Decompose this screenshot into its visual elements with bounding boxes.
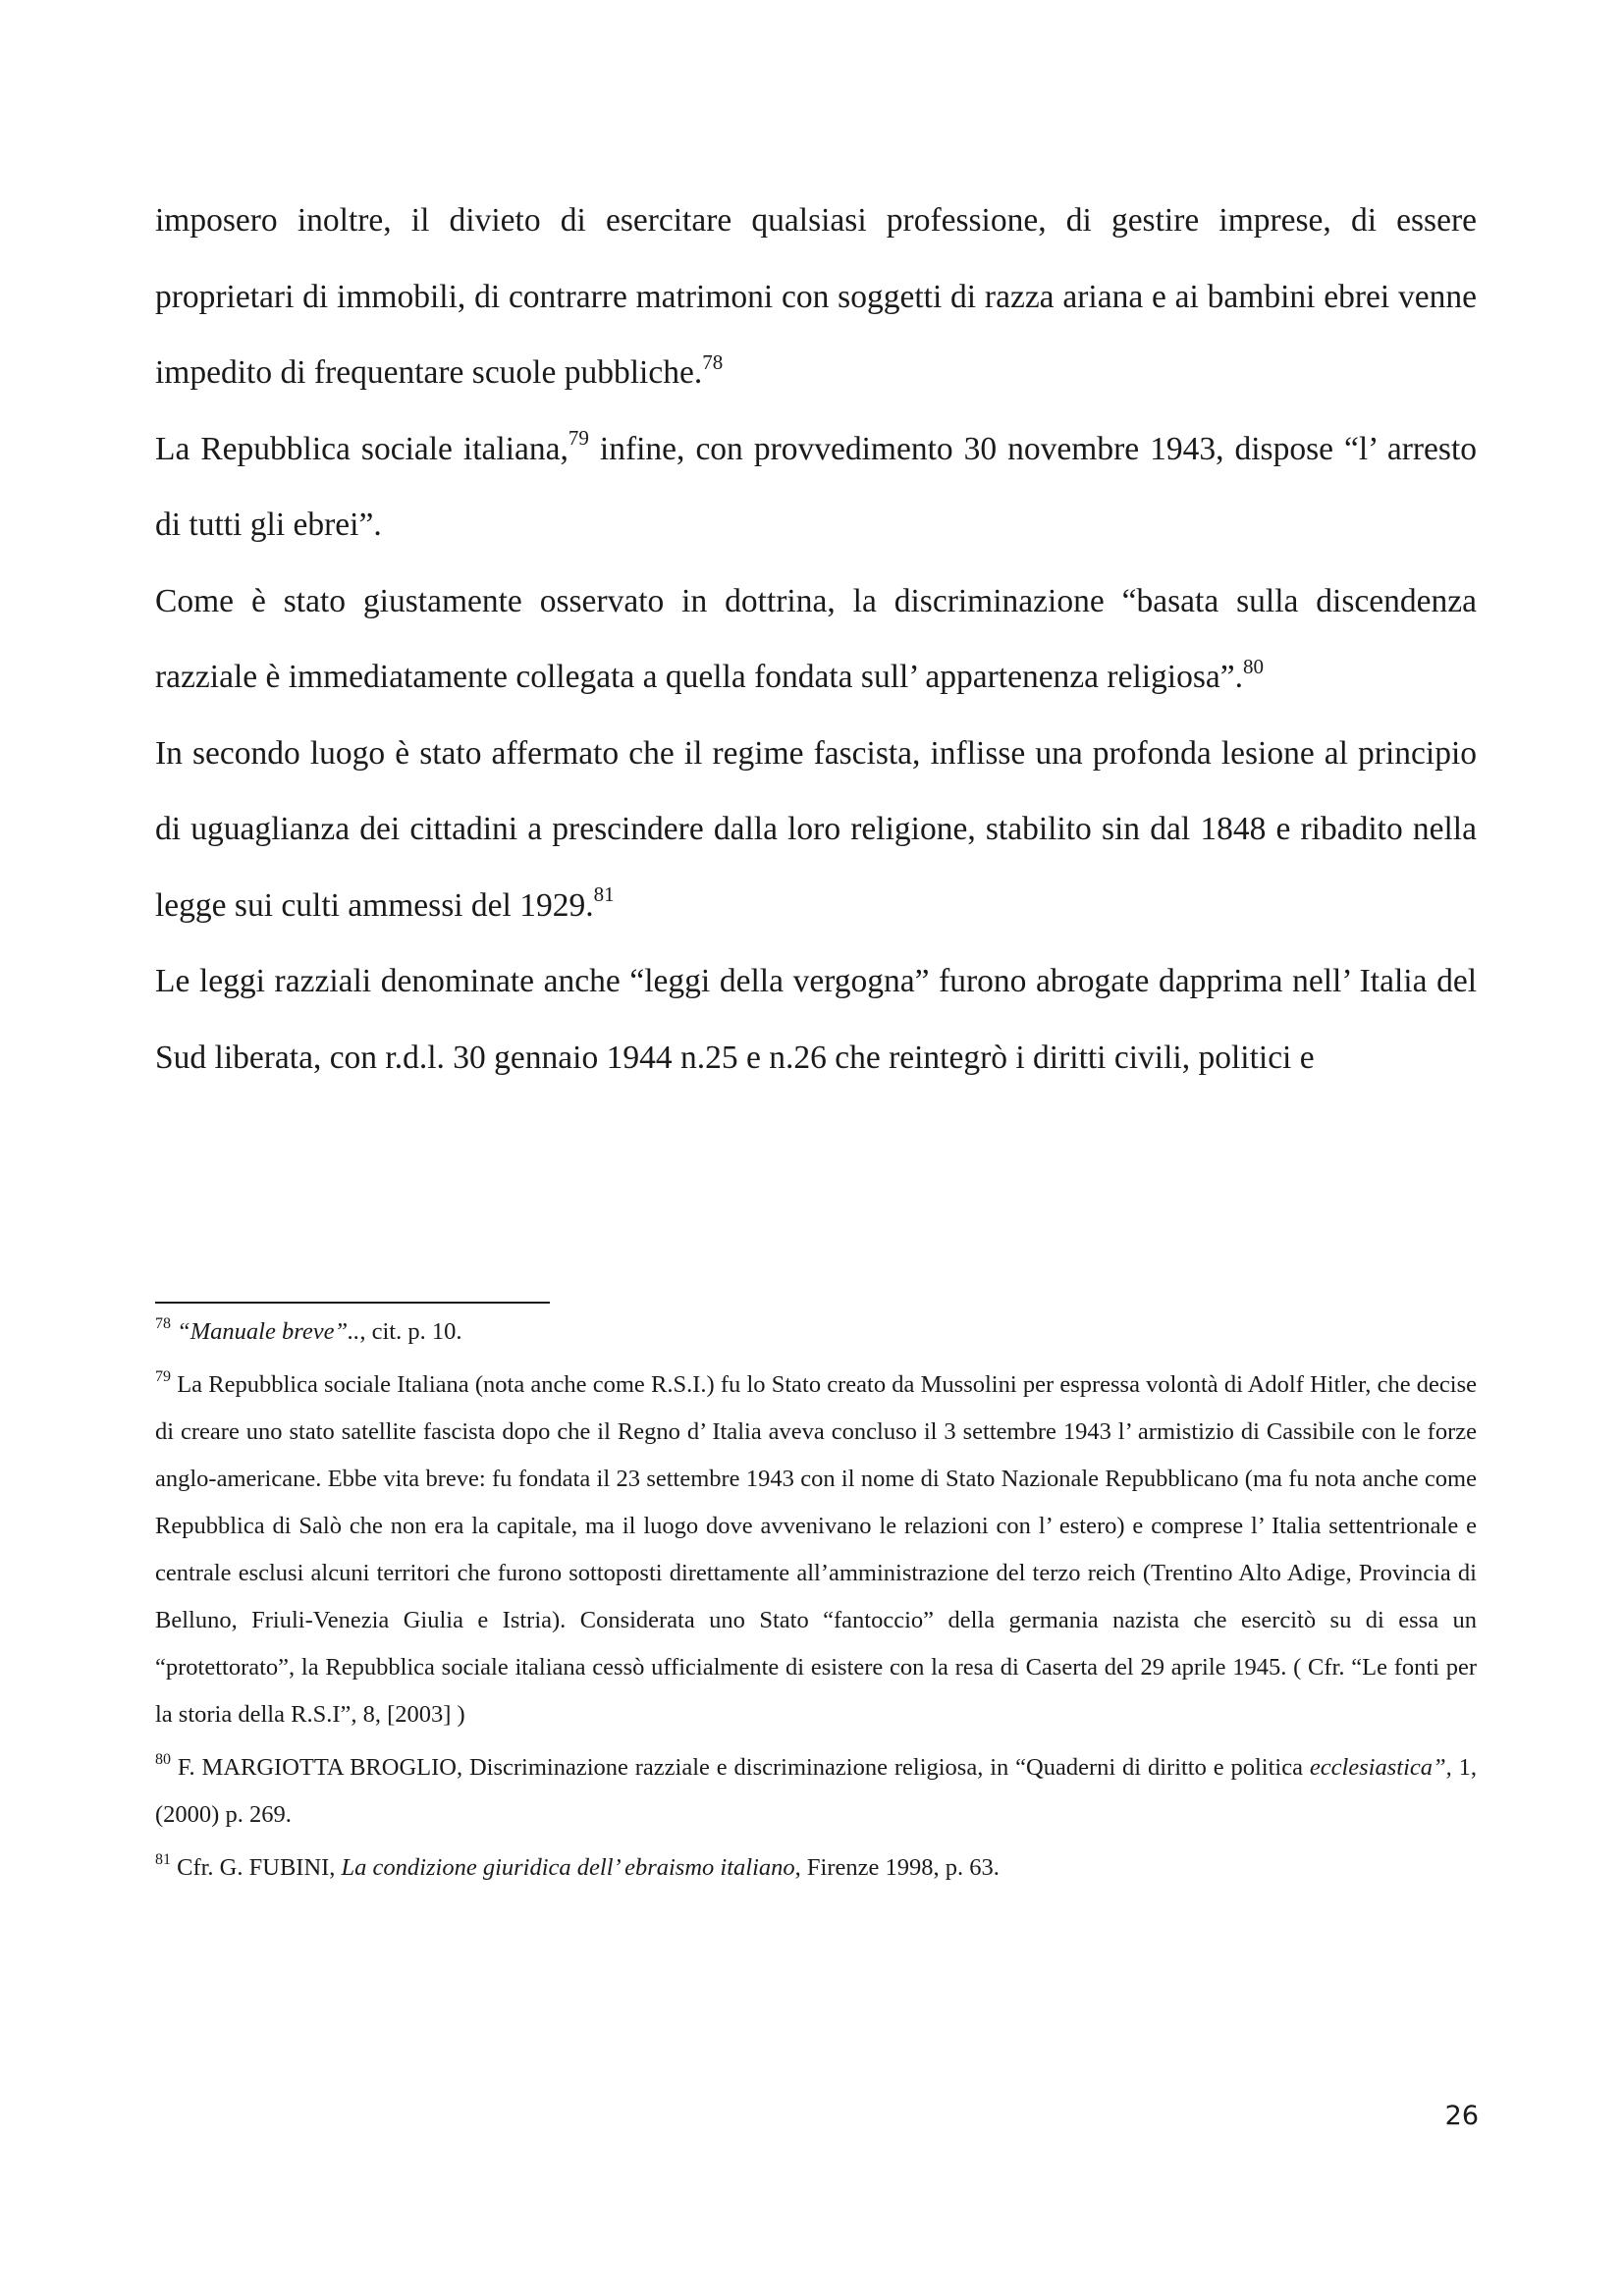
footnote-separator — [155, 1302, 550, 1304]
footnote-80 — [155, 1744, 1477, 1839]
footnote-81-pre: Cfr. G. FUBINI, — [177, 1854, 342, 1881]
footnote-78-rest: , cit. p. 10. — [359, 1318, 462, 1345]
footnote-80-rest: 1, (2000) p. 269. — [155, 1754, 1477, 1828]
paragraph-4 — [155, 716, 1477, 944]
page-number: 26 — [1444, 2101, 1479, 2131]
paragraph-4-text: In secondo luogo è stato affermato che il regime fascista, inflisse una profonda lesione al principio di uguaglianza dei cittadini a prescindere dalla loro religione, stabilito sin dal 1848 e ribadito nella legge sui culti ammessi del 1929. — [155, 734, 1477, 924]
paragraph-2-text-b: infine, con provvedimento 30 novembre 1943, dispose “l’ arresto di tutti gli ebrei”. — [155, 430, 1478, 543]
body-text — [155, 183, 1477, 1095]
paragraph-3-text: Come è stato giustamente osservato in dottrina, la discriminazione “basata sulla discendenza razziale è immediatamente collegata a quella fondata sull’ appartenenza religiosa”. — [155, 582, 1477, 695]
footnote-81 — [155, 1844, 1477, 1892]
footnote-ref-79[interactable]: 79 — [568, 426, 589, 451]
footnote-78-title: “Manuale breve”.. — [177, 1318, 360, 1345]
footnote-ref-81[interactable]: 81 — [593, 882, 615, 907]
footnote-80-italic: ecclesiastica”, — [1309, 1754, 1452, 1781]
footnote-81-rest: , Firenze 1998, p. 63. — [794, 1854, 1000, 1881]
paragraph-3 — [155, 563, 1477, 716]
footnote-ref-80[interactable]: 80 — [1243, 654, 1265, 678]
footnote-78 — [155, 1308, 1477, 1356]
footnote-80-number: 80 — [155, 1750, 171, 1768]
paragraph-2 — [155, 411, 1477, 563]
footnotes — [155, 1308, 1477, 1897]
paragraph-2-text-a: La Repubblica sociale italiana, — [155, 430, 568, 467]
paragraph-5-text: Le leggi razziali denominate anche “leggi della vergogna” furono abrogate dapprima nell’ Italia del Sud liberata, con r.d.l. 30 gennaio 1944 n.25 e n.26 che reintegrò i diritti civili, politici e — [155, 963, 1477, 1076]
footnote-81-italic: La condizione giuridica dell’ ebraismo italiano — [341, 1854, 795, 1881]
footnote-79-text: La Repubblica sociale Italiana (nota anche come R.S.I.) fu lo Stato creato da Mussolini per espressa volontà di Adolf Hitler, che decise di creare uno stato satellite fascista dopo che il Regno d’ Italia aveva concluso il 3 settembre 1943 l’ armistizio di Cassibile con le forze anglo-americane. Ebbe vita breve: fu fondata il 23 settembre 1943 con il nome di Stato Nazionale Repubblicano (ma fu nota anche come Repubblica di Salò che non era la capitale, ma il luogo dove avvenivano le relazioni con l’ estero) e comprese l’ Italia settentrionale e centrale esclusi alcuni territori che furono sottoposti direttamente all’amministrazione del terzo reich (Trentino Alto Adige, Provincia di Belluno, Friuli-Venezia Giulia e Istria). Considerata uno Stato “fantoccio” della germania nazista che esercitò su di essa un “protettorato”, la Repubblica sociale italiana cessò ufficialmente di esistere con la resa di Caserta del 29 aprile 1945. ( Cfr. “Le fonti per la storia della R.S.I”, 8, [2003] ) — [155, 1371, 1477, 1728]
paragraph-5 — [155, 943, 1477, 1095]
footnote-81-number: 81 — [155, 1850, 171, 1868]
paragraph-1-text: imposero inoltre, il divieto di esercitare qualsiasi professione, di gestire imprese, di essere proprietari di immobili, di contrarre matrimoni con soggetti di razza ariana e ai bambini ebrei venne impedito di frequentare scuole pubbliche. — [155, 202, 1477, 391]
paragraph-1 — [155, 183, 1477, 411]
footnote-79 — [155, 1362, 1477, 1738]
footnote-80-text: F. MARGIOTTA BROGLIO, Discriminazione razziale e discriminazione religiosa, in “Quaderni di diritto e politica — [177, 1754, 1303, 1781]
footnote-79-number: 79 — [155, 1367, 171, 1385]
footnote-78-number: 78 — [155, 1314, 171, 1332]
footnote-ref-78[interactable]: 78 — [702, 349, 724, 374]
